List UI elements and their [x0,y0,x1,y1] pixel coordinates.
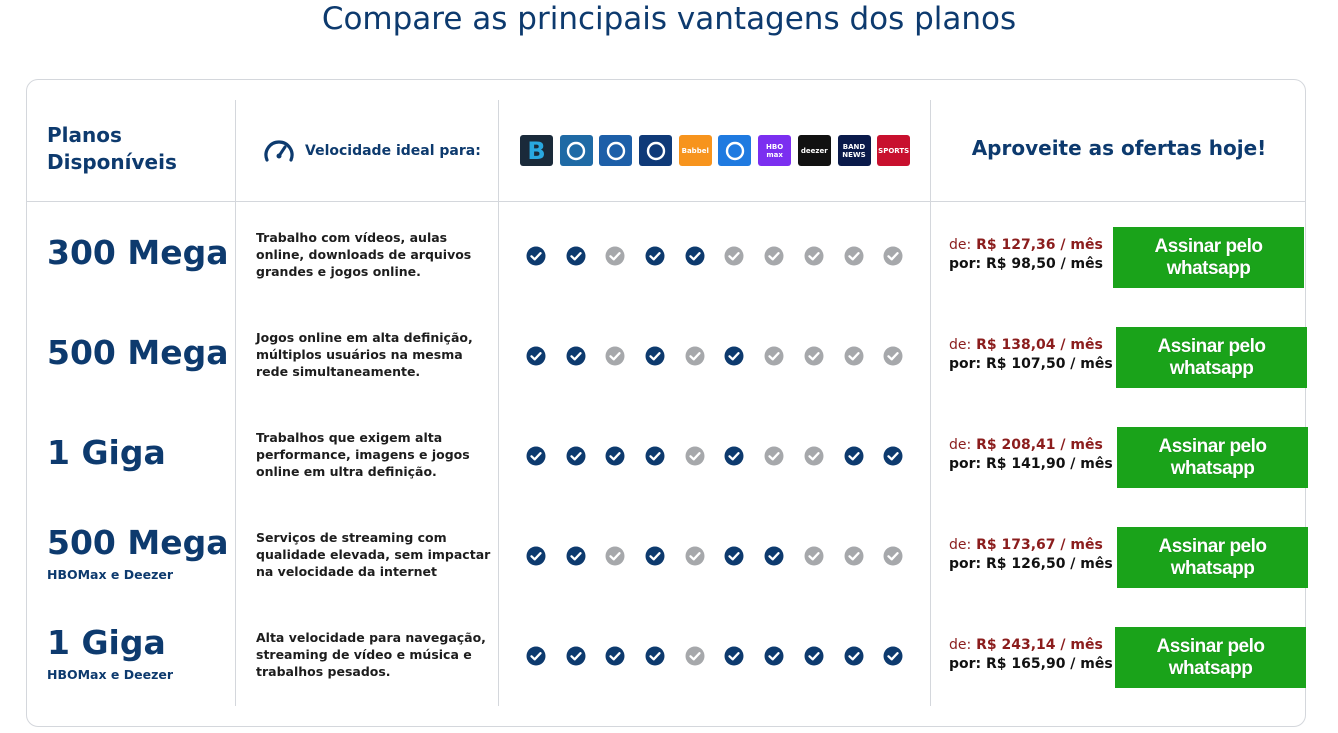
old-price-value: R$ 127,36 / mês [976,237,1103,253]
planos-header: Planos Disponíveis [47,123,177,174]
current-price: por: R$ 107,50 / mês [949,356,1113,372]
check-included-icon [724,646,744,666]
plan-name: 1 Giga [47,623,166,662]
check-included-icon [526,346,546,366]
check-excluded-icon [724,246,744,266]
plan-name: 300 Mega [47,233,229,272]
bandnews-logo-text: BAND NEWS [842,142,866,159]
check-included-icon [764,546,784,566]
plan-row [27,307,1307,407]
plan-price [949,636,1113,674]
shield-logo [639,135,672,166]
speed-header [263,136,481,166]
check-excluded-icon [804,446,824,466]
check-excluded-icon [844,546,864,566]
offer-header: Aproveite as ofertas hoje! [971,136,1267,160]
check-excluded-icon [844,246,864,266]
old-price [949,336,1113,355]
check-included-icon [526,646,546,666]
paramount-logo [718,135,751,166]
whatsapp-subscribe-button[interactable]: Assinar pelo whatsapp [1113,227,1304,288]
check-included-icon [645,546,665,566]
whatsapp-subscribe-button[interactable]: Assinar pelo whatsapp [1117,427,1308,488]
check-included-icon [566,246,586,266]
hbomax-logo-text: HBO max [766,142,784,159]
old-price [949,436,1113,455]
deezer-logo-text: deezer [800,146,828,155]
plan-price [949,336,1113,374]
check-included-icon [526,546,546,566]
plan-name: 1 Giga [47,433,166,472]
old-price-value: R$ 208,41 / mês [976,437,1103,453]
speedometer-icon [263,138,295,164]
check-excluded-icon [685,646,705,666]
check-included-icon [724,346,744,366]
check-excluded-icon [685,346,705,366]
plan-description: Serviços de streaming com qualidade elevada, sem impactar na velocidade da internet [256,530,491,579]
plan-price [949,236,1103,274]
current-price: por: R$ 141,90 / mês [949,456,1113,472]
check-excluded-icon [883,246,903,266]
plan-row [27,207,1307,307]
gamepad-logo [599,135,632,166]
feature-checks [526,346,923,366]
plan-row [27,507,1307,607]
bebanca-logo [520,135,553,166]
plan-subtitle: HBOMax e Deezer [47,567,173,582]
check-excluded-icon [883,546,903,566]
bebanca-logo-text: B [527,136,546,165]
plan-description: Trabalhos que exigem alta performance, imagens e jogos online em ultra definição. [256,430,470,479]
service-logos [520,135,917,166]
plan-subtitle: HBOMax e Deezer [47,667,173,682]
old-price-label: de: [949,237,972,253]
check-excluded-icon [605,246,625,266]
deezer-logo [798,135,831,166]
speed-header-label: Velocidade ideal para: [305,143,481,159]
current-price: por: R$ 126,50 / mês [949,556,1113,572]
feature-checks [526,646,923,666]
check-included-icon [645,246,665,266]
check-included-icon [645,346,665,366]
check-excluded-icon [883,346,903,366]
old-price [949,236,1103,255]
old-price-label: de: [949,437,972,453]
babbel-logo [679,135,712,166]
current-price: por: R$ 98,50 / mês [949,256,1103,272]
check-included-icon [724,446,744,466]
feature-checks [526,446,923,466]
feature-checks [526,246,923,266]
comparison-table [26,79,1306,727]
check-included-icon [566,546,586,566]
old-price-label: de: [949,637,972,653]
check-included-icon [566,646,586,666]
plan-name: 500 Mega [47,523,229,562]
check-excluded-icon [764,446,784,466]
check-excluded-icon [804,546,824,566]
old-price [949,636,1113,655]
page-title: Compare as principais vantagens dos planos [321,1,1017,37]
check-excluded-icon [844,346,864,366]
bandnews-logo [838,135,871,166]
old-price [949,536,1113,555]
check-excluded-icon [804,246,824,266]
check-included-icon [566,446,586,466]
headset-logo [560,135,593,166]
plan-description: Trabalho com vídeos, aulas online, downloads de arquivos grandes e jogos online. [256,230,472,279]
hbomax-logo [758,135,791,166]
check-included-icon [804,646,824,666]
bandsports-logo [877,135,910,166]
check-included-icon [526,246,546,266]
plan-price [949,536,1113,574]
old-price-value: R$ 173,67 / mês [976,537,1103,553]
plan-row [27,607,1307,707]
plan-price [949,436,1113,474]
whatsapp-subscribe-button[interactable]: Assinar pelo whatsapp [1116,327,1307,388]
check-excluded-icon [685,546,705,566]
whatsapp-subscribe-button[interactable]: Assinar pelo whatsapp [1117,527,1308,588]
check-excluded-icon [685,446,705,466]
babbel-logo-text: Babbel [681,146,709,155]
check-included-icon [605,446,625,466]
check-included-icon [883,446,903,466]
whatsapp-subscribe-button[interactable]: Assinar pelo whatsapp [1115,627,1306,688]
check-included-icon [645,446,665,466]
plan-row [27,407,1307,507]
old-price-label: de: [949,337,972,353]
check-included-icon [724,546,744,566]
check-excluded-icon [764,346,784,366]
feature-checks [526,546,923,566]
check-included-icon [645,646,665,666]
check-excluded-icon [605,546,625,566]
header-divider [27,201,1305,202]
check-excluded-icon [605,346,625,366]
check-included-icon [566,346,586,366]
bandsports-logo-text: SPORTS [878,146,910,155]
check-included-icon [605,646,625,666]
check-included-icon [844,646,864,666]
check-excluded-icon [804,346,824,366]
check-included-icon [844,446,864,466]
old-price-label: de: [949,537,972,553]
check-included-icon [764,646,784,666]
old-price-value: R$ 243,14 / mês [976,637,1103,653]
plan-description: Jogos online em alta definição, múltiplos usuários na mesma rede simultaneamente. [256,330,473,379]
check-included-icon [883,646,903,666]
check-included-icon [685,246,705,266]
current-price: por: R$ 165,90 / mês [949,656,1113,672]
check-included-icon [526,446,546,466]
plan-name: 500 Mega [47,333,229,372]
check-excluded-icon [764,246,784,266]
plan-description: Alta velocidade para navegação, streaming de vídeo e música e trabalhos pesados. [256,630,486,679]
old-price-value: R$ 138,04 / mês [976,337,1103,353]
